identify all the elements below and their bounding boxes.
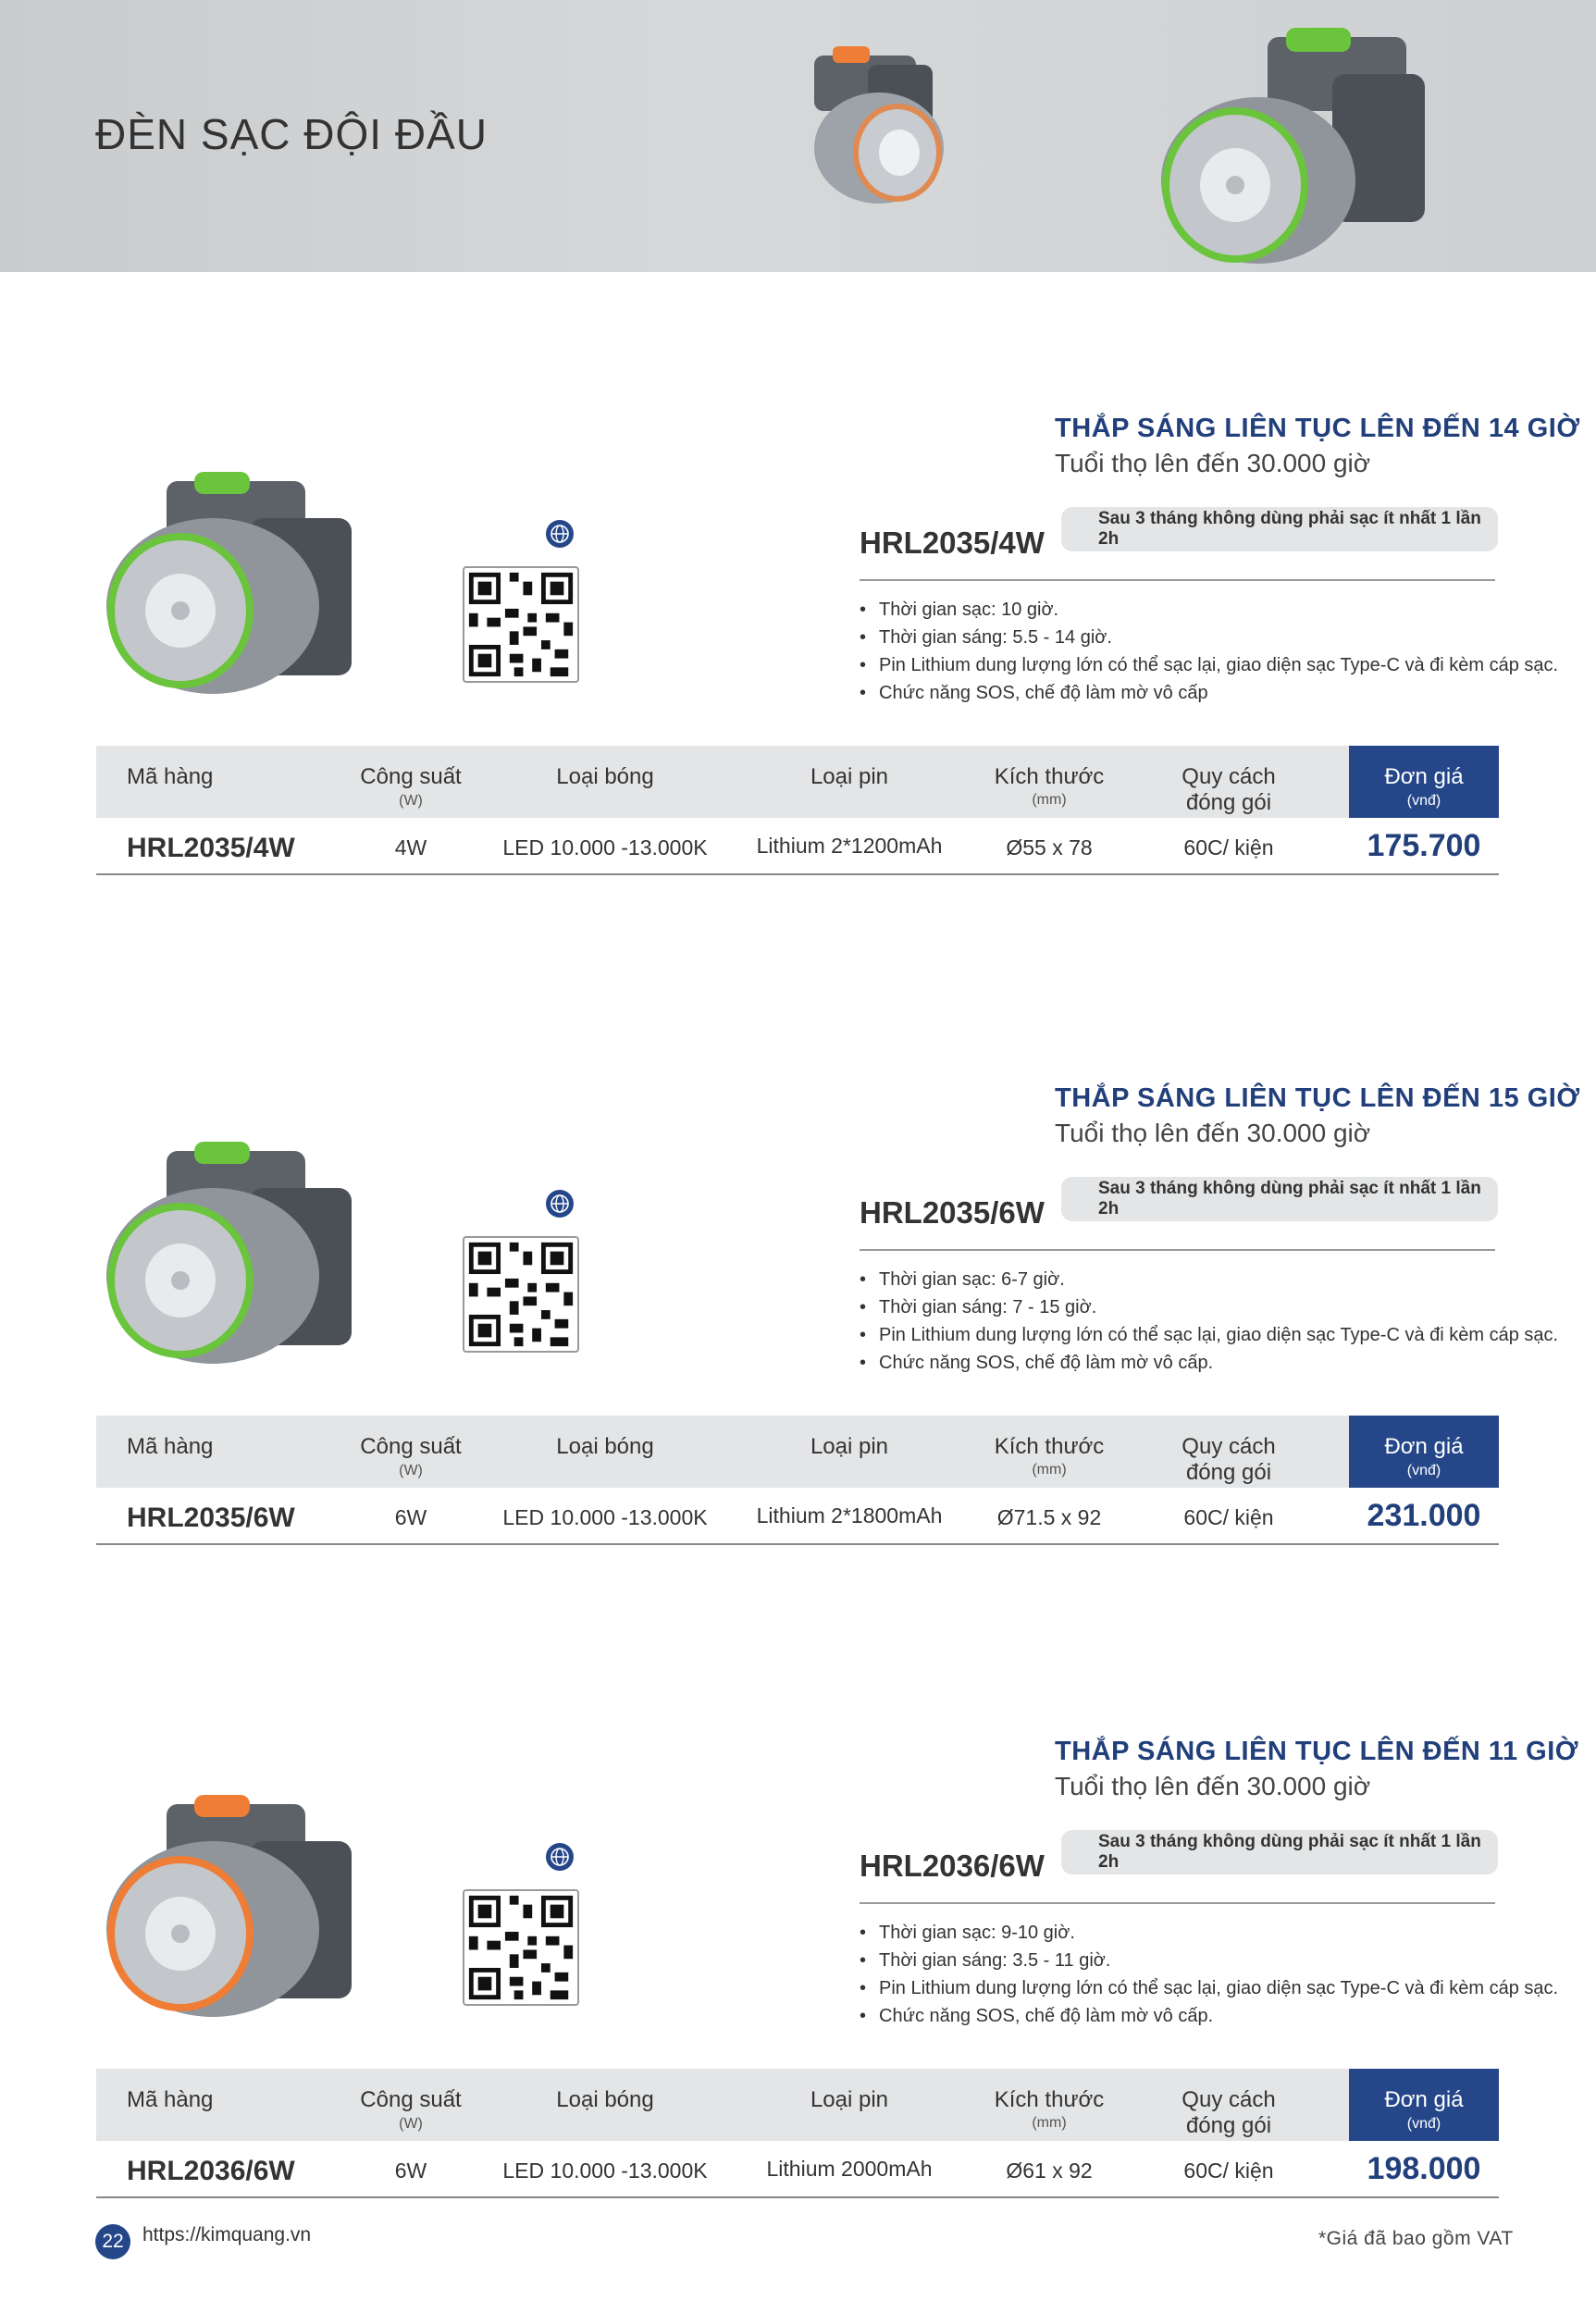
th-price: Đơn giá xyxy=(1384,764,1464,789)
charging-note-pill: Sau 3 tháng không dùng phải sạc ít nhất 1 lần 2h xyxy=(1061,1177,1498,1221)
qr-code[interactable] xyxy=(463,1889,579,2006)
td-size: Ø71.5 x 92 xyxy=(996,1505,1102,1529)
th-price: Đơn giá xyxy=(1384,2087,1464,2112)
feature-item: • Thời gian sáng: 5.5 - 14 giờ. xyxy=(860,624,1558,651)
product-section xyxy=(0,1323,1596,2186)
charging-note-pill: Sau 3 tháng không dùng phải sạc ít nhất 1 lần 2h xyxy=(1061,507,1498,551)
th-size-unit: (mm) xyxy=(1032,792,1067,808)
td-pack: 60C/ kiện xyxy=(1183,1505,1274,1529)
td-size: Ø55 x 78 xyxy=(1006,835,1093,860)
th-power-unit: (W) xyxy=(399,793,423,809)
td-size: Ø61 x 92 xyxy=(1006,2158,1093,2183)
th-size-unit: (mm) xyxy=(1032,1462,1067,1478)
feature-item: • Chức năng SOS, chế độ làm mờ vô cấp. xyxy=(860,2002,1558,2030)
th-code: Mã hàng xyxy=(127,1434,214,1459)
td-pack: 60C/ kiện xyxy=(1183,2158,1274,2183)
globe-icon[interactable] xyxy=(545,519,575,549)
divider xyxy=(860,579,1495,581)
th-power-unit: (W) xyxy=(399,1463,423,1478)
td-pack: 60C/ kiện xyxy=(1183,835,1274,860)
td-bulb: LED 10.000 -13.000K xyxy=(502,835,708,860)
globe-icon[interactable] xyxy=(545,1189,575,1218)
td-price: 175.700 xyxy=(1367,828,1481,863)
th-size: Kích thước xyxy=(994,1434,1105,1459)
product-headline: THẮP SÁNG LIÊN TỤC LÊN ĐẾN 11 GIỜ xyxy=(1055,1737,1578,1766)
th-pack-1: Quy cách xyxy=(1182,1434,1276,1459)
vat-note: *Giá đã bao gồm VAT xyxy=(1318,2228,1514,2249)
th-price-unit: (vnđ) xyxy=(1406,1463,1441,1478)
feature-item: • Chức năng SOS, chế độ làm mờ vô cấp xyxy=(860,679,1558,707)
th-power-unit: (W) xyxy=(399,2116,423,2132)
th-pack-2: đóng gói xyxy=(1185,2113,1272,2138)
feature-list xyxy=(860,1919,1558,2030)
table-bottom-rule xyxy=(96,2196,1499,2198)
th-code: Mã hàng xyxy=(127,2087,214,2112)
th-code: Mã hàng xyxy=(127,764,214,789)
product-section xyxy=(0,670,1596,1533)
th-pack-1: Quy cách xyxy=(1182,764,1276,789)
td-code: HRL2035/4W xyxy=(127,833,295,863)
product-headline: THẮP SÁNG LIÊN TỤC LÊN ĐẾN 14 GIỜ xyxy=(1055,414,1580,443)
feature-item: • Thời gian sáng: 3.5 - 11 giờ. xyxy=(860,1947,1558,1974)
th-size-unit: (mm) xyxy=(1032,2115,1067,2131)
th-power: Công suất xyxy=(360,1434,462,1459)
th-pack-2: đóng gói xyxy=(1185,790,1272,815)
feature-item: • Chức năng SOS, chế độ làm mờ vô cấp. xyxy=(860,1349,1558,1377)
th-price: Đơn giá xyxy=(1384,1434,1464,1459)
td-power: 6W xyxy=(394,2158,427,2183)
globe-icon[interactable] xyxy=(545,1842,575,1872)
th-battery: Loại pin xyxy=(810,764,889,789)
td-bulb: LED 10.000 -13.000K xyxy=(502,2158,708,2183)
footer-url-link[interactable]: https://kimquang.vn xyxy=(142,2224,312,2245)
th-size: Kích thước xyxy=(994,764,1105,789)
th-size: Kích thước xyxy=(994,2087,1105,2112)
td-battery: Lithium 2000mAh xyxy=(766,2157,933,2181)
td-price: 231.000 xyxy=(1367,1498,1481,1533)
feature-item: • Thời gian sạc: 6-7 giờ. xyxy=(860,1266,1558,1293)
product-headline: THẮP SÁNG LIÊN TỤC LÊN ĐẾN 15 GIỜ xyxy=(1055,1083,1580,1113)
th-price-unit: (vnđ) xyxy=(1406,2116,1441,2132)
th-bulb: Loại bóng xyxy=(556,1434,654,1459)
th-power: Công suất xyxy=(360,2087,462,2112)
th-bulb: Loại bóng xyxy=(556,2087,654,2112)
td-price: 198.000 xyxy=(1367,2151,1481,2186)
headlamp-product-image xyxy=(93,453,389,703)
th-power: Công suất xyxy=(360,764,462,789)
page-title: ĐÈN SẠC ĐỘI ĐẦU xyxy=(95,110,488,158)
th-battery: Loại pin xyxy=(810,1434,889,1459)
td-power: 4W xyxy=(394,835,427,860)
td-code: HRL2036/6W xyxy=(127,2156,295,2186)
th-bulb: Loại bóng xyxy=(556,764,654,789)
product-model: HRL2035/4W xyxy=(860,526,1045,560)
divider xyxy=(860,1902,1495,1904)
product-subline: Tuổi thọ lên đến 30.000 giờ xyxy=(1055,449,1371,477)
td-power: 6W xyxy=(394,1505,427,1529)
td-battery: Lithium 2*1800mAh xyxy=(756,1503,943,1528)
feature-item: • Thời gian sạc: 9-10 giờ. xyxy=(860,1919,1558,1947)
product-section xyxy=(0,0,1596,863)
product-subline: Tuổi thọ lên đến 30.000 giờ xyxy=(1055,1772,1371,1800)
th-price-unit: (vnđ) xyxy=(1406,793,1441,809)
feature-item: • Thời gian sáng: 7 - 15 giờ. xyxy=(860,1293,1558,1321)
td-code: HRL2035/6W xyxy=(127,1503,295,1533)
page-number-badge: 22 xyxy=(95,2224,130,2259)
th-pack-1: Quy cách xyxy=(1182,2087,1276,2112)
product-model: HRL2036/6W xyxy=(860,1849,1045,1883)
feature-item: • Pin Lithium dung lượng lớn có thể sạc lại, giao diện sạc Type-C và đi kèm cáp sạc. xyxy=(860,651,1558,679)
headlamp-product-image xyxy=(93,1776,389,2026)
product-subline: Tuổi thọ lên đến 30.000 giờ xyxy=(1055,1119,1371,1147)
td-battery: Lithium 2*1200mAh xyxy=(756,834,943,858)
divider xyxy=(860,1249,1495,1251)
table-header-row xyxy=(96,2069,1499,2141)
feature-item: • Pin Lithium dung lượng lớn có thể sạc lại, giao diện sạc Type-C và đi kèm cáp sạc. xyxy=(860,1974,1558,2002)
charging-note-pill: Sau 3 tháng không dùng phải sạc ít nhất 1 lần 2h xyxy=(1061,1830,1498,1874)
product-model: HRL2035/6W xyxy=(860,1195,1045,1230)
td-bulb: LED 10.000 -13.000K xyxy=(502,1505,708,1529)
th-pack-2: đóng gói xyxy=(1185,1460,1272,1485)
qr-code[interactable] xyxy=(463,566,579,683)
feature-item: • Thời gian sạc: 10 giờ. xyxy=(860,596,1558,624)
feature-item: • Pin Lithium dung lượng lớn có thể sạc lại, giao diện sạc Type-C và đi kèm cáp sạc. xyxy=(860,1321,1558,1349)
th-battery: Loại pin xyxy=(810,2087,889,2112)
